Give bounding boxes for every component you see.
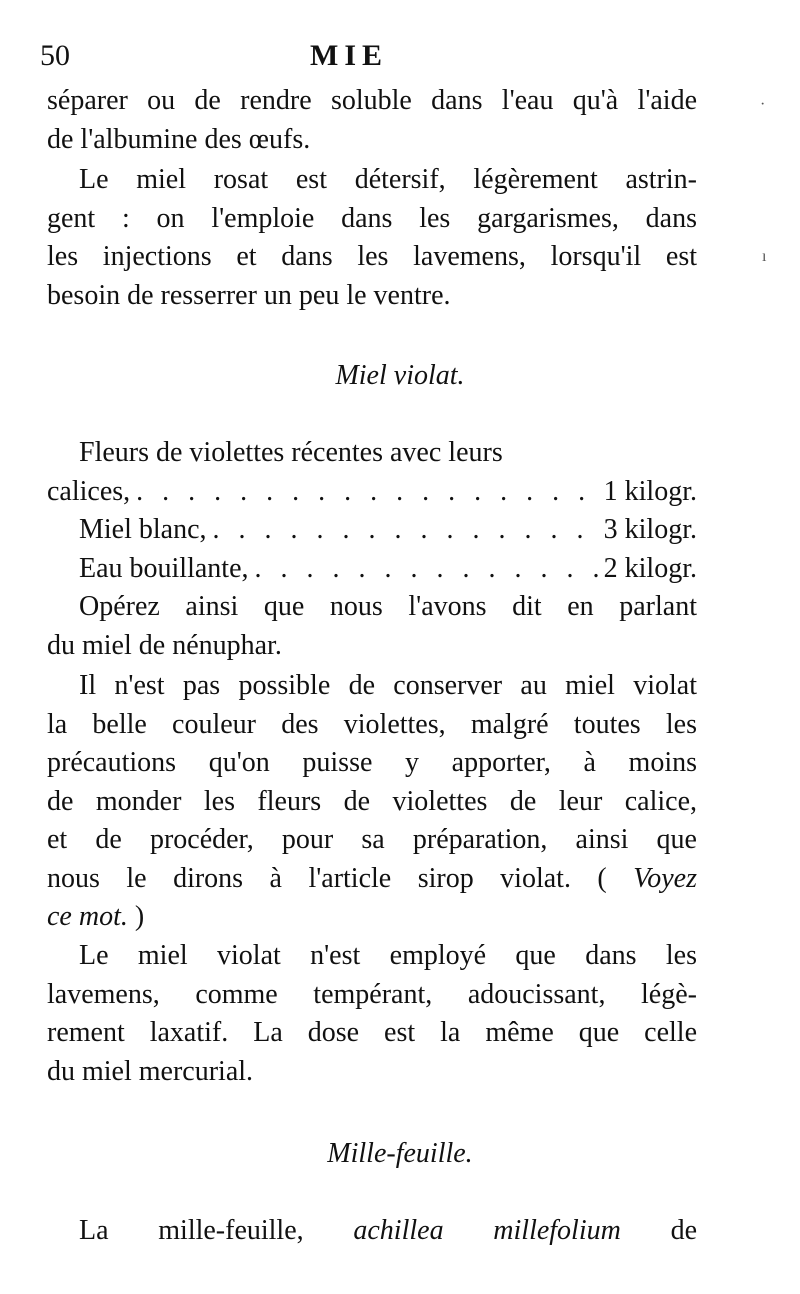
text-line: Le miel violat n'est employé que dans les [79,940,697,971]
paragraph-mille-feuille [47,1212,697,1251]
text-line [47,898,697,937]
leader-dots [213,511,598,550]
text-run: de [670,1215,698,1246]
paragraph-continuation [47,82,697,159]
page-header [40,34,700,78]
recipe-item [47,511,697,550]
text-line: précautions qu'on puisse y apporter, à moins [47,747,697,778]
text-line: les injections et dans les lavemens, lorsqu'il est [47,241,697,272]
text-run: ) [134,901,145,932]
recipe-item [47,473,697,512]
text-line: Le miel rosat est détersif, légèrement astrin- [79,164,697,195]
recipe-item-name: Eau bouillante, [79,552,249,584]
text-line: et de procéder, pour sa préparation, ainsi que [47,824,697,855]
recipe-item-qty: 1 kilogr. [603,475,697,507]
recipe-item [47,550,697,589]
recipe-item-qty: 3 kilogr. [603,514,697,545]
page-number: 50 [40,39,70,72]
section-heading-miel-violat: Miel violat. [335,360,465,391]
text-line: la belle couleur des violettes, malgré toutes les [47,708,697,740]
text-line: rement laxatif. La dose est la même que celle [47,1017,697,1048]
italic-run: Voyez [633,862,698,894]
recipe-item-name: calices, [47,475,131,507]
text-line: séparer ou de rendre soluble dans l'eau qu'à l'aide [47,85,697,116]
running-head: MIE [310,39,388,72]
text-run: nous le dirons à l'article sirop violat. ( [47,862,607,894]
text-line: du miel de nénuphar. [47,629,282,661]
text-run: La mille-feuille, [79,1215,304,1246]
text-line [47,860,697,899]
text-line: du miel mercurial. [47,1055,254,1087]
paragraph-operez [47,588,697,665]
section-heading-mille-feuille: Mille-feuille. [327,1138,473,1169]
text-line: Opérez ainsi que nous l'avons dit en parlant [79,591,697,622]
text-line: de l'albumine des œufs. [47,123,311,155]
text-line: lavemens, comme tempérant, adoucissant, légè- [47,978,697,1010]
paragraph-lavemens [47,937,697,1091]
leader-dots [255,550,598,589]
italic-run: ce mot. [47,901,128,932]
margin-mark: ı [762,248,767,265]
text-line: de monder les fleurs de violettes de leur calice, [47,785,697,817]
recipe-first-line: Fleurs de violettes récentes avec leurs [79,437,503,468]
paragraph-miel-rosat [47,161,697,315]
text-line: gent : on l'emploie dans les gargarismes, dans [47,202,697,234]
paragraph-couleur [47,667,697,937]
text-line: besoin de resserrer un peu le ventre. [47,279,451,311]
text-line [47,1212,697,1251]
recipe-item-qty: 2 kilogr. [603,552,697,584]
italic-run: achillea millefolium [353,1215,621,1246]
text-line: Il n'est pas possible de conserver au miel violat [79,670,697,701]
recipe-list [47,434,697,588]
margin-mark: · [760,96,766,113]
recipe-item-name: Miel blanc, [79,514,207,545]
leader-dots [136,473,597,512]
recipe-line [47,434,697,473]
